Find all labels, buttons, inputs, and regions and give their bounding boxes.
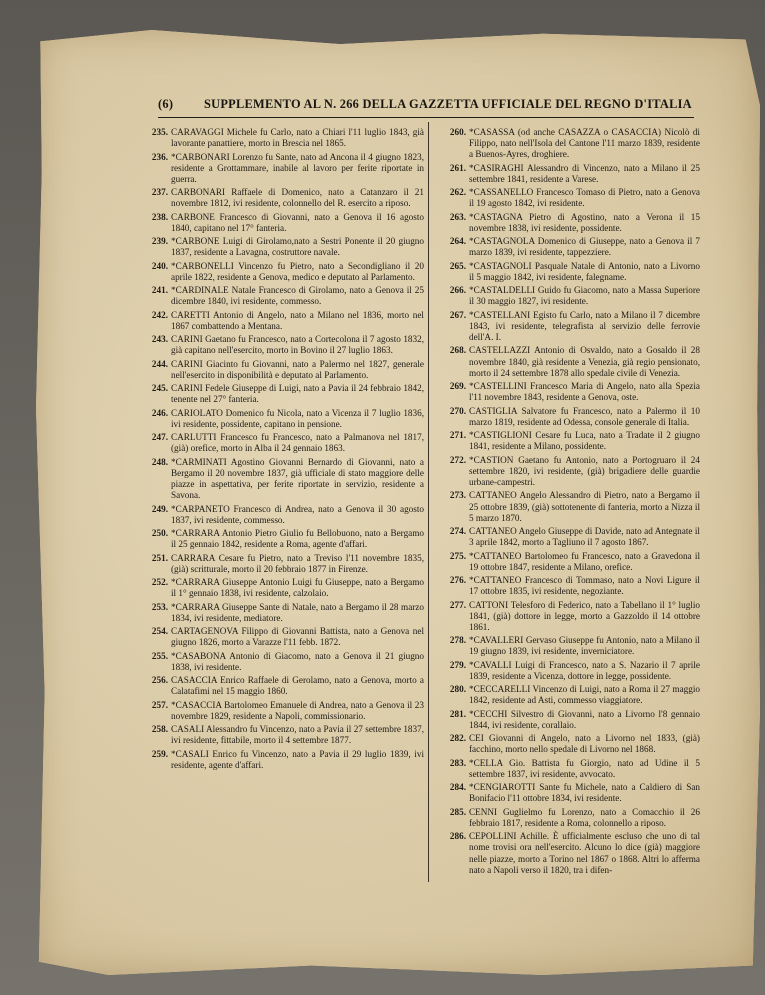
entry-number: 245. bbox=[151, 383, 168, 394]
entry-number: 263. bbox=[449, 211, 466, 222]
entry-number: 244. bbox=[151, 358, 168, 369]
list-item bbox=[134, 651, 424, 673]
entry-text: *CASALI Enrico fu Vincenzo, nato a Pavia il 29 luglio 1839, ivi residente, agente d'affari. bbox=[171, 748, 424, 770]
list-item bbox=[432, 455, 700, 489]
entry-text: *CECCARELLI Vincenzo di Luigi, nato a Roma il 27 maggio 1842, residente ad Asti, commesso viaggiatore. bbox=[469, 684, 700, 706]
list-item bbox=[432, 236, 700, 258]
list-item bbox=[432, 430, 700, 452]
entry-number: 264. bbox=[449, 236, 466, 247]
entry-text: *CASTAGNOLA Domenico di Giuseppe, nato a Genova il 7 marzo 1839, ivi residente, tappezziere. bbox=[469, 236, 700, 258]
list-item bbox=[134, 310, 424, 332]
entry-number: 270. bbox=[449, 405, 466, 416]
list-item bbox=[134, 504, 424, 526]
entry-number: 256. bbox=[151, 675, 168, 686]
entry-text: *CAVALLI Luigi di Francesco, nato a S. Nazario il 7 aprile 1839, residente a Vicenza, dottore in legge, possidente. bbox=[469, 659, 700, 681]
entry-number: 258. bbox=[151, 724, 168, 735]
entry-number: 242. bbox=[151, 309, 168, 320]
entry-number: 261. bbox=[449, 162, 466, 173]
entry-number: 235. bbox=[151, 127, 168, 137]
entry-text: CATTONI Telesforo di Federico, nato a Tabellano il 1° luglio 1841, (già) dottore in legge, morto a Gazzoldo il 14 ottobre 1861. bbox=[469, 599, 700, 632]
list-item bbox=[134, 553, 424, 575]
list-item bbox=[134, 432, 424, 454]
list-item bbox=[432, 526, 700, 548]
entry-number: 249. bbox=[151, 503, 168, 514]
entry-text: *CARRARA Giuseppe Sante di Natale, nato a Bergamo il 28 marzo 1834, ivi residente, mediatore. bbox=[171, 601, 424, 623]
entry-text: *CASACCIA Bartolomeo Emanuele di Andrea, nato a Genova il 23 novembre 1829, residente a Napoli, commissionario. bbox=[171, 699, 424, 721]
entry-number: 259. bbox=[151, 748, 168, 759]
entry-text: *CELLA Gio. Battista fu Giorgio, nato ad Udine il 5 settembre 1837, ivi residente, avvocato. bbox=[469, 757, 700, 779]
entry-text: *CENGIAROTTI Sante fu Michele, nato a Caldiero di San Bonifacio l'11 ottobre 1834, ivi residente. bbox=[469, 782, 700, 804]
list-item bbox=[134, 187, 424, 209]
list-item bbox=[134, 724, 424, 746]
entry-number: 283. bbox=[449, 757, 466, 768]
entry-text: *CASTIGLIONI Cesare fu Luca, nato a Tradate il 2 giugno 1841, residente a Milano, possidente. bbox=[469, 430, 700, 452]
entry-text: CATTANEO Angelo Giuseppe di Davide, nato ad Antegnate il 3 aprile 1842, morto a Tagliuno il 7 agosto 1867. bbox=[469, 526, 700, 548]
entry-text: CARAVAGGI Michele fu Carlo, nato a Chiari l'11 luglio 1843, già lavorante panattiere, morto in Brescia nel 1865. bbox=[171, 127, 424, 149]
entry-text: *CARBONARI Lorenzo fu Sante, nato ad Ancona il 4 giugno 1823, residente a Grottammare, inabile al lavoro per ferite riportate in guerra. bbox=[171, 151, 424, 184]
entry-text: *CASTELLINI Francesco Maria di Angelo, nato alla Spezia l'11 novembre 1843, residente a Genova, oste. bbox=[469, 381, 700, 403]
list-item bbox=[134, 261, 424, 283]
entry-number: 254. bbox=[151, 626, 168, 637]
entry-text: CARINI Fedele Giuseppe di Luigi, nato a Pavia il 24 febbraio 1842, tenente nel 27° fanteria. bbox=[171, 383, 424, 405]
entry-number: 260. bbox=[449, 127, 466, 137]
entry-number: 275. bbox=[449, 550, 466, 561]
entry-text: CARBONARI Raffaele di Domenico, nato a Catanzaro il 21 novembre 1812, ivi residente, colonnello del R. esercito a riposo. bbox=[171, 187, 424, 209]
entry-text: *CASASSA (od anche CASAZZA o CASACCIA) Nicolò di Filippo, nato nell'Isola del Cantone l'11 marzo 1839, residente a Buenos-Ayres, droghiere. bbox=[469, 127, 700, 160]
entry-number: 250. bbox=[151, 528, 168, 539]
right-column bbox=[432, 127, 700, 878]
list-item bbox=[134, 127, 424, 149]
entry-text: *CARPANETO Francesco di Andrea, nato a Genova il 30 agosto 1837, ivi residente, commesso. bbox=[171, 503, 424, 525]
entry-text: *CARBONELLI Vincenzo fu Pietro, nato a Secondigliano il 20 aprile 1822, residente a Genova, medico e deputato al Parlamento. bbox=[171, 260, 424, 282]
entry-number: 276. bbox=[449, 575, 466, 586]
entry-number: 271. bbox=[449, 430, 466, 441]
entry-text: CARINI Gaetano fu Francesco, nato a Cortecolona il 7 agosto 1832, già capitano nell'esercito, morto in Bovino il 27 luglio 1863. bbox=[171, 334, 424, 356]
page-number: (6) bbox=[158, 97, 174, 111]
entry-text: CARTAGENOVA Filippo di Giovanni Battista, nato a Genova nel giugno 1826, morto a Varazze l'11 febb. 1872. bbox=[171, 626, 424, 648]
entry-number: 268. bbox=[449, 345, 466, 356]
entry-text: CASTELLAZZI Antonio di Osvaldo, nato a Gosaldo il 28 novembre 1840, già residente a Venezia, già regio pensionato, morto il 24 settembre 1878 allo spedale civile di Venezia. bbox=[469, 345, 700, 378]
entry-number: 274. bbox=[449, 526, 466, 537]
entry-text: CASTIGLIA Salvatore fu Francesco, nato a Palermo il 10 marzo 1819, residente ad Odessa, console generale di Italia. bbox=[469, 405, 700, 427]
list-item bbox=[134, 700, 424, 722]
list-item bbox=[432, 490, 700, 524]
list-item bbox=[134, 152, 424, 186]
entry-text: CARINI Giacinto fu Giovanni, nato a Palermo nel 1827, generale nell'esercito in disponibilità e deputato al Parlamento. bbox=[171, 358, 424, 380]
list-item bbox=[134, 528, 424, 550]
entry-text: *CATTANEO Bartolomeo fu Francesco, nato a Gravedona il 19 ottobre 1847, residente a Milano, orefice. bbox=[469, 550, 700, 572]
entry-number: 284. bbox=[449, 782, 466, 793]
list-item bbox=[134, 749, 424, 771]
list-item bbox=[432, 807, 700, 829]
entry-text: *CARBONE Luigi di Girolamo,nato a Sestri Ponente il 20 giugno 1837, residente a Lavagna, costruttore navale. bbox=[171, 236, 424, 258]
entry-text: CEI Giovanni di Angelo, nato a Livorno nel 1833, (già) facchino, morto nello spedale di Livorno nel 1868. bbox=[469, 733, 700, 755]
list-item bbox=[432, 684, 700, 706]
entry-number: 255. bbox=[151, 650, 168, 661]
list-item bbox=[134, 236, 424, 258]
list-item bbox=[134, 602, 424, 624]
entry-number: 281. bbox=[449, 708, 466, 719]
list-item bbox=[134, 408, 424, 430]
list-item bbox=[134, 212, 424, 234]
list-item bbox=[432, 831, 700, 876]
entry-number: 247. bbox=[151, 432, 168, 443]
list-item bbox=[432, 261, 700, 283]
entry-number: 253. bbox=[151, 601, 168, 612]
entry-number: 246. bbox=[151, 407, 168, 418]
list-item bbox=[432, 345, 700, 379]
entry-number: 248. bbox=[151, 456, 168, 467]
entry-number: 286. bbox=[449, 831, 466, 842]
entry-text: CARRARA Cesare fu Pietro, nato a Treviso l'11 novembre 1835, (già) scritturale, morto il 20 febbraio 1877 in Firenze. bbox=[171, 552, 424, 574]
entry-number: 240. bbox=[151, 260, 168, 271]
entry-number: 241. bbox=[151, 285, 168, 296]
entry-number: 252. bbox=[151, 577, 168, 588]
list-item bbox=[432, 635, 700, 657]
entry-number: 257. bbox=[151, 699, 168, 710]
entry-number: 280. bbox=[449, 684, 466, 695]
list-item bbox=[432, 551, 700, 573]
list-item bbox=[432, 782, 700, 804]
entry-number: 262. bbox=[449, 187, 466, 198]
list-item bbox=[432, 758, 700, 780]
list-item bbox=[432, 575, 700, 597]
entry-number: 279. bbox=[449, 659, 466, 670]
entry-number: 269. bbox=[449, 381, 466, 392]
list-item bbox=[432, 381, 700, 403]
list-item bbox=[432, 600, 700, 634]
list-item bbox=[134, 626, 424, 648]
entry-text: *CASIRAGHI Alessandro di Vincenzo, nato a Milano il 25 settembre 1841, residente a Varese. bbox=[469, 162, 700, 184]
entry-text: *CASABONA Antonio di Giacomo, nato a Genova il 21 giugno 1838, ivi residente. bbox=[171, 650, 424, 672]
entry-number: 278. bbox=[449, 635, 466, 646]
entry-text: CEPOLLINI Achille. È ufficialmente escluso che uno di tal nome trovisi ora nell'esercito. Alcuno lo dice (già) maggiore nelle piazze, morto a Torino nel 1867 o 1868. Altri lo afferma nato a Napoli verso il 1820, tra i difen- bbox=[469, 831, 700, 875]
list-item bbox=[134, 383, 424, 405]
entry-text: CARIOLATO Domenico fu Nicola, nato a Vicenza il 7 luglio 1836, ivi residente, possidente, capitano in pensione. bbox=[171, 407, 424, 429]
list-item bbox=[432, 709, 700, 731]
page-title: SUPPLEMENTO AL N. 266 DELLA GAZZETTA UFFICIALE DEL REGNO D'ITALIA bbox=[204, 97, 692, 111]
entry-text: CARLUTTI Francesco fu Francesco, nato a Palmanova nel 1817, (già) orefice, morto in Alba il 24 gennaio 1863. bbox=[171, 432, 424, 454]
entry-text: CASACCIA Enrico Raffaele di Gerolamo, nato a Genova, morto a Calatafimi nel 15 maggio 1860. bbox=[171, 675, 424, 697]
list-item bbox=[432, 285, 700, 307]
entry-text: *CECCHI Silvestro di Giovanni, nato a Livorno l'8 gennaio 1844, ivi residente, corallaio. bbox=[469, 708, 700, 730]
entry-text: CENNI Guglielmo fu Lorenzo, nato a Comacchio il 26 febbraio 1817, residente a Roma, colonnello a riposo. bbox=[469, 806, 700, 828]
entry-number: 265. bbox=[449, 260, 466, 271]
entry-number: 266. bbox=[449, 285, 466, 296]
entry-text: *CASTAGNOLI Pasquale Natale di Antonio, nato a Livorno il 5 maggio 1842, ivi residente, falegname. bbox=[469, 260, 700, 282]
list-item bbox=[432, 187, 700, 209]
entry-text: *CASTELLANI Egisto fu Carlo, nato a Milano il 7 dicembre 1843, ivi residente, telegrafista al servizio delle ferrovie dell'A. I. bbox=[469, 309, 700, 343]
entry-number: 273. bbox=[449, 490, 466, 501]
list-item bbox=[134, 359, 424, 381]
page-header bbox=[158, 97, 692, 115]
entry-number: 277. bbox=[449, 599, 466, 610]
entry-text: *CARMINATI Agostino Giovanni Bernardo di Giovanni, nato a Bergamo il 20 novembre 1837, già ufficiale di stato maggiore delle piazze in aspettativa, per ferite riportate in servizio, residente a Savona. bbox=[171, 456, 424, 501]
entry-number: 267. bbox=[449, 309, 466, 320]
entry-text: *CASSANELLO Francesco Tomaso di Pietro, nato a Genova il 19 agosto 1842, ivi residente. bbox=[469, 187, 700, 209]
entry-text: CATTANEO Angelo Alessandro di Pietro, nato a Bergamo il 25 ottobre 1839, (già) sottotenente di fanteria, morto a Nizza il 5 marzo 1870. bbox=[469, 490, 700, 523]
entry-text: *CASTION Gaetano fu Antonio, nato a Portogruaro il 24 settembre 1820, ivi residente, (già) brigadiere delle guardie urbane-campestri. bbox=[469, 454, 700, 488]
entry-text: *CATTANEO Francesco di Tommaso, nato a Novi Ligure il 17 ottobre 1835, ivi residente, negoziante. bbox=[469, 575, 700, 597]
left-column bbox=[134, 127, 424, 773]
entry-number: 251. bbox=[151, 552, 168, 563]
list-item bbox=[134, 675, 424, 697]
list-item bbox=[134, 285, 424, 307]
list-item bbox=[432, 733, 700, 755]
entry-text: *CARRARA Giuseppe Antonio Luigi fu Giuseppe, nato a Bergamo il 1° gennaio 1838, ivi residente, calzolaio. bbox=[171, 577, 424, 599]
header-rule bbox=[158, 117, 694, 118]
entry-text: CARBONE Francesco di Giovanni, nato a Genova il 16 agosto 1840, capitano nel 17° fanteria. bbox=[171, 211, 424, 233]
list-item bbox=[432, 163, 700, 185]
list-item bbox=[432, 127, 700, 161]
entry-number: 239. bbox=[151, 236, 168, 247]
entry-text: *CASTALDELLI Guido fu Giacomo, nato a Massa Superiore il 30 maggio 1827, ivi residente. bbox=[469, 285, 700, 307]
entry-number: 272. bbox=[449, 454, 466, 465]
list-item bbox=[432, 212, 700, 234]
entry-text: CASALI Alessandro fu Vincenzo, nato a Pavia il 27 settembre 1837, ivi residente, fittabile, morto il 4 settembre 1877. bbox=[171, 724, 424, 746]
list-item bbox=[432, 310, 700, 344]
list-item bbox=[134, 334, 424, 356]
entry-text: *CARDINALE Natale Francesco di Girolamo, nato a Genova il 25 dicembre 1840, ivi residente, commesso. bbox=[171, 285, 424, 307]
entry-number: 243. bbox=[151, 334, 168, 345]
entry-text: *CASTAGNA Pietro di Agostino, nato a Verona il 15 novembre 1838, ivi residente, possidente. bbox=[469, 211, 700, 233]
entry-number: 237. bbox=[151, 187, 168, 198]
list-item bbox=[134, 457, 424, 502]
list-item bbox=[432, 660, 700, 682]
entry-number: 282. bbox=[449, 733, 466, 744]
list-item bbox=[432, 406, 700, 428]
entry-number: 285. bbox=[449, 806, 466, 817]
column-divider bbox=[428, 122, 429, 882]
entry-text: *CARRARA Antonio Pietro Giulio fu Bellobuono, nato a Bergamo il 25 gennaio 1842, residente a Roma, agente d'affari. bbox=[171, 528, 424, 550]
entry-text: *CAVALLERI Gervaso Giuseppe fu Antonio, nato a Milano il 19 giugno 1839, ivi residente, inverniciatore. bbox=[469, 635, 700, 657]
list-item bbox=[134, 577, 424, 599]
entry-number: 238. bbox=[151, 211, 168, 222]
entry-number: 236. bbox=[151, 151, 168, 162]
entry-text: CARETTI Antonio di Angelo, nato a Milano nel 1836, morto nel 1867 combattendo a Mentana. bbox=[171, 309, 424, 331]
